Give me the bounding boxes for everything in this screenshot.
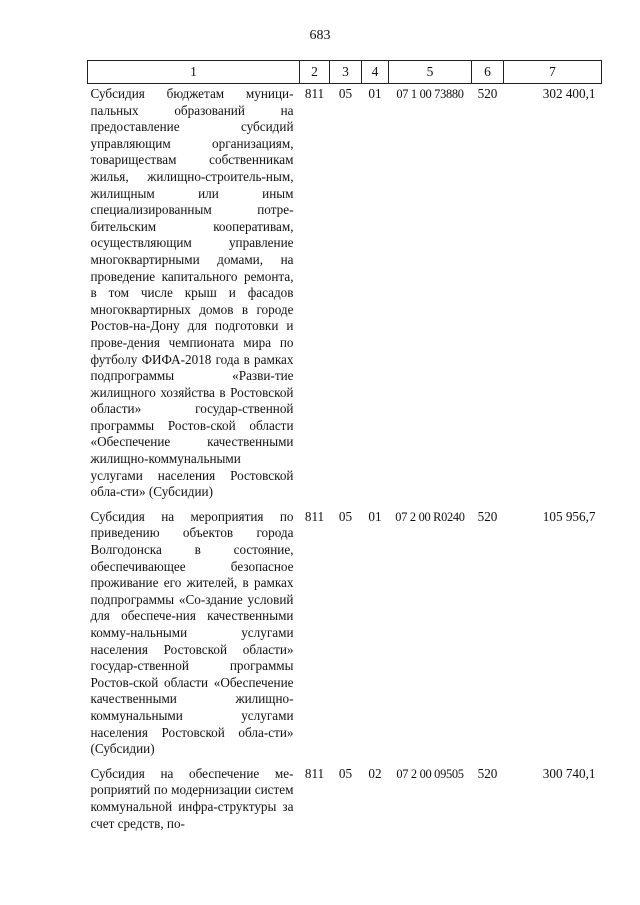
row-code-col2: 811 xyxy=(304,508,325,524)
header-col-5: 5 xyxy=(389,61,472,84)
row-description: Субсидия бюджетам муници-пальных образований на предоставление субсидий управляющим организациям, товариществам собственникам жилья, жилищно-строитель-ным, жилищным или иным специализированным потре-бительским кооперативам, осуществляющим управление многоквартирными домами, на проведение капитального ремонта, в том числе крыш и фасадов многоквартирных домов в городе Ростов-на-Дону для подготовки и прове-дения чемпионата мира по футболу ФИФА-2018 года в рамках подпрограммы «Разви-тие жилищного хозяйства в Ростовской области» государ-ственной программы Ростов-ской области «Обеспечение качественными жилищно-коммунальными услугами населения Ростовской обла-сти» (Субсидии) xyxy=(90,86,294,500)
row-code-col2: 811 xyxy=(304,765,325,781)
row-amount: 105 956,7 xyxy=(542,508,596,524)
row-code-col5: 07 2 00 R0240 xyxy=(395,509,465,524)
row-code-col6: 520 xyxy=(477,86,498,101)
table-row xyxy=(88,84,602,507)
header-col-7: 7 xyxy=(504,61,602,84)
row-code-col6: 520 xyxy=(477,765,498,781)
row-code-col2: 811 xyxy=(304,86,325,101)
header-col-2: 2 xyxy=(300,61,330,84)
row-description: Субсидия на обеспечение ме-роприятий по модернизации систем коммунальной инфра-структуры за счет средств, по- xyxy=(90,765,294,831)
header-col-6: 6 xyxy=(472,61,504,84)
page-number: 683 xyxy=(309,28,331,43)
header-col-4: 4 xyxy=(362,61,389,84)
row-code-col5: 07 2 00 09505 xyxy=(396,766,464,781)
row-code-col6: 520 xyxy=(477,508,498,524)
row-amount: 302 400,1 xyxy=(542,86,596,101)
row-code-col3: 05 xyxy=(338,765,353,781)
budget-table xyxy=(87,60,602,838)
row-code-col4: 01 xyxy=(368,86,382,101)
row-code-col3: 05 xyxy=(338,508,353,524)
header-col-3: 3 xyxy=(330,61,362,84)
header-row xyxy=(88,61,602,84)
row-code-col5: 07 1 00 73880 xyxy=(396,87,464,101)
row-description: Субсидия на мероприятия по приведению объектов города Волгодонска в состояние, обеспечивающее безопасное проживание его жителей, в рамках подпрограммы «Со-здание условий для обеспече-ния качественными комму-нальными услугами населения Ростовской области» государ-ственной программы Ростов-ской области «Обеспечение качественными жилищно-коммунальными услугами населения Ростовской обла-сти» (Субсидии) xyxy=(90,508,294,757)
row-amount: 300 740,1 xyxy=(542,765,596,781)
row-code-col4: 01 xyxy=(368,508,382,524)
table-row xyxy=(88,764,602,838)
header-col-1: 1 xyxy=(88,61,300,84)
table-row xyxy=(88,507,602,764)
row-code-col4: 02 xyxy=(368,765,382,781)
row-code-col3: 05 xyxy=(338,86,353,101)
